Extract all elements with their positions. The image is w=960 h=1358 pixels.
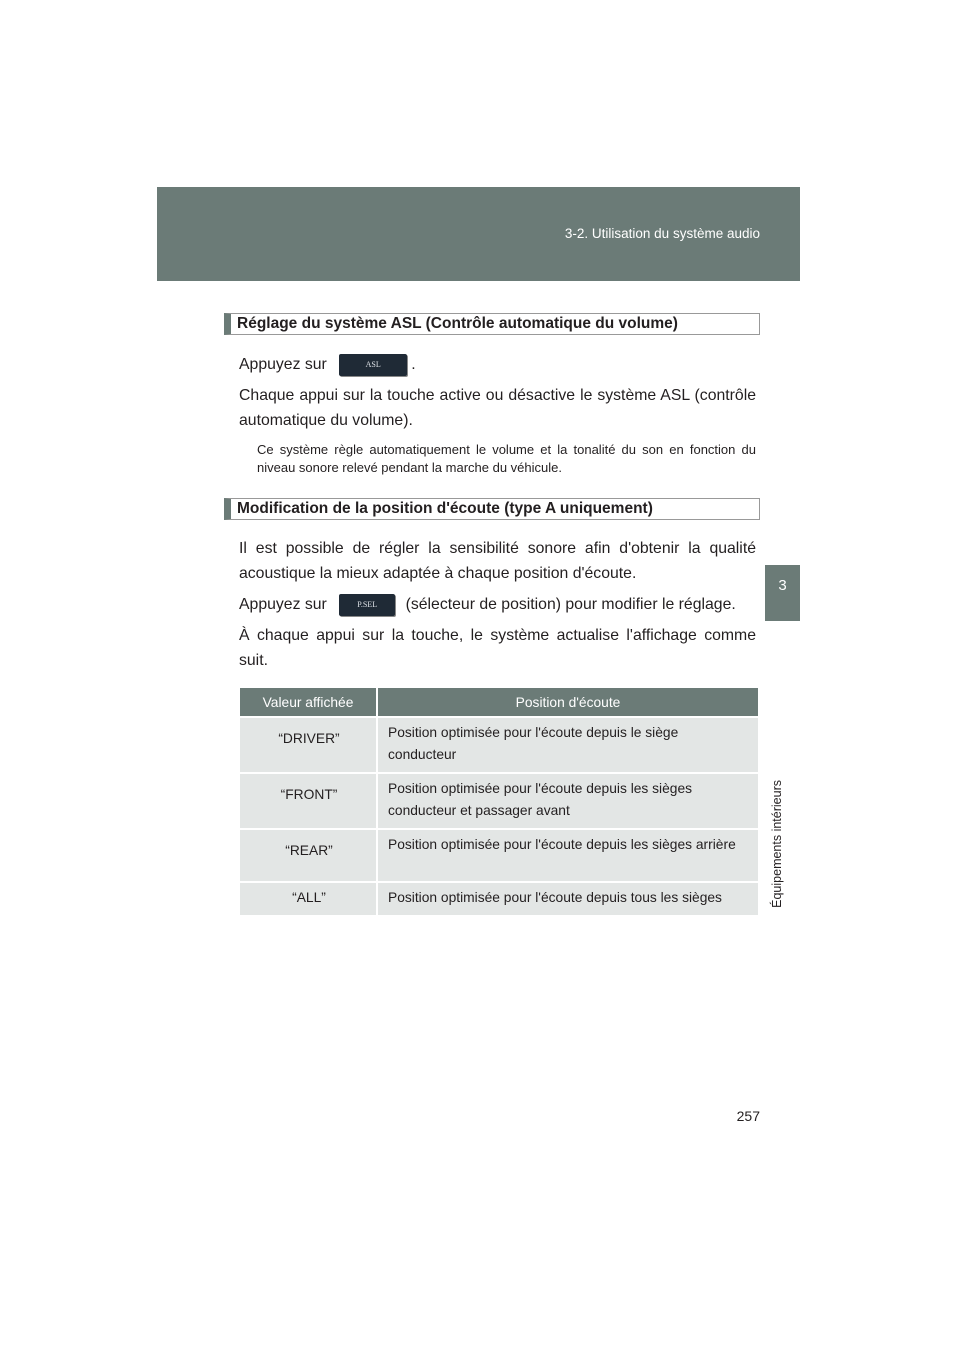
press-suffix: (sélecteur de position) pour modifier le réglage.	[405, 596, 736, 613]
listening-section-heading: Modification de la position d'écoute (type A uniquement)	[224, 498, 760, 520]
asl-section-heading: Réglage du système ASL (Contrôle automatique du volume)	[224, 313, 760, 335]
asl-description: Chaque appui sur la touche active ou désactive le système ASL (contrôle automatique du volume).	[239, 387, 756, 429]
page-number: 257	[736, 1108, 760, 1124]
column-header-value: Valeur affichée	[240, 688, 377, 717]
table-row	[240, 717, 758, 773]
chapter-label: Équipements intérieurs	[770, 780, 784, 908]
press-prefix: Appuyez sur	[239, 356, 327, 373]
section-title: 3-2. Utilisation du système audio	[564, 226, 760, 241]
asl-press-instruction	[239, 352, 756, 377]
position-description: Position optimisée pour l'écoute depuis le siège conducteur	[377, 717, 758, 773]
table-header-row	[240, 688, 758, 717]
position-description: Position optimisée pour l'écoute depuis les sièges arrière	[377, 829, 758, 882]
displayed-value: “FRONT”	[240, 773, 377, 829]
displayed-value: “REAR”	[240, 829, 377, 882]
position-description: Position optimisée pour l'écoute depuis les sièges conducteur et passager avant	[377, 773, 758, 829]
pos-press-instruction	[239, 592, 756, 617]
cycle-description: À chaque appui sur la touche, le système actualise l'affichage comme suit.	[239, 627, 756, 669]
table-row	[240, 882, 758, 915]
listening-intro: Il est possible de régler la sensibilité sonore afin d'obtenir la qualité acoustique la mieux adaptée à chaque position d'écoute.	[239, 540, 756, 582]
listening-position-table	[240, 688, 758, 915]
asl-button-image: ASL	[339, 354, 407, 376]
table-row	[240, 829, 758, 882]
table-row	[240, 773, 758, 829]
chapter-number-tab: 3	[765, 565, 800, 621]
displayed-value: “DRIVER”	[240, 717, 377, 773]
asl-note: Ce système règle automatiquement le volume et la tonalité du son en fonction du niveau sonore relevé pendant la marche du véhicule.	[257, 442, 756, 475]
position-description: Position optimisée pour l'écoute depuis tous les sièges	[377, 882, 758, 915]
displayed-value: “ALL”	[240, 882, 377, 915]
column-header-position: Position d'écoute	[377, 688, 758, 717]
press-prefix: Appuyez sur	[239, 596, 327, 613]
chapter-header-band	[157, 187, 800, 281]
chapter-side-tab	[765, 281, 800, 1125]
psel-button-image: P.SEL	[339, 594, 395, 616]
press-suffix: .	[411, 356, 416, 373]
